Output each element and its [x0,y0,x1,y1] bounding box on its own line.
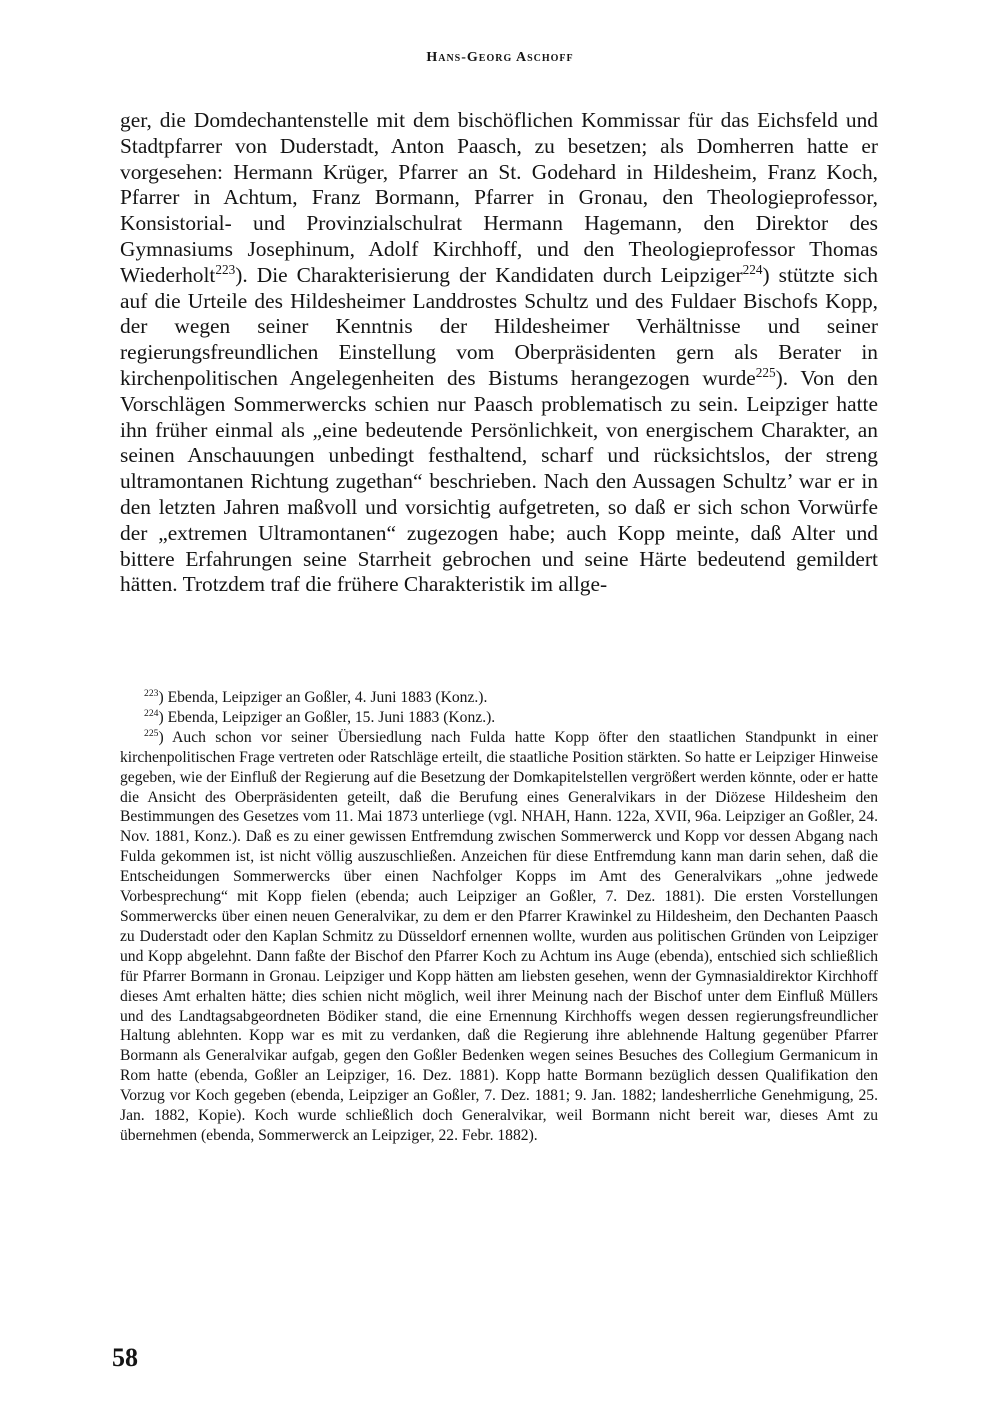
main-text-segment: ). Die Charakterisierung der Kandidaten durch Leipziger [235,262,743,287]
running-head: Hans-Georg Aschoff [426,50,574,65]
main-text-segment: ger, die Domdechantenstelle mit dem bischöflichen Kommissar für das Eichsfeld und Stadtpfarrer von Duderstadt, Anton Paasch, zu besetzen; als Domherren hatte er vorgesehen: Hermann Krüger, Pfarrer an St. Godehard in Hildesheim, Franz Koch, Pfarrer in Achtum, Franz Bormann, Pfarrer in Gronau, den Theologieprofessor, Konsistorial- und Provinzialschulrat Hermann Hagemann, den Direktor des Gymnasiums Josephinum, Adolf Kirchhoff, und den Theologieprofessor Thomas Wiederholt [120,108,878,287]
footnote-text: ) Auch schon vor seiner Übersiedlung nach Fulda hatte Kopp öfter den staatlichen Standpunkt in einer kirchenpolitischen Frage vertreten oder Ratschläge erteilt, die staatliche Position stärkten. So hatte er Leipziger Hinweise gegeben, wie der Einfluß der Regierung auf die Besetzung der Domkapitelstellen vergrößert werden könnte, oder er hatte die Ansicht des Oberpräsidenten geteilt, daß die Berufung eines Generalvikars in der Diözese Hildesheim den Bestimmungen des Gesetzes vom 11. Mai 1873 unterliege (vgl. NHAH, Hann. 122a, XVII, 96a. Leipziger an Goßler, 24. Nov. 1881, Konz.). Daß es zu einer gewissen Entfremdung zwischen Sommerwerck und Kopp vor dessen Abgang nach Fulda gekommen ist, ist nicht völlig auszuschließen. Anzeichen für diese Entfremdung kann man darin sehen, daß die Entscheidungen Sommerwercks über einen Nachfolger Kopps im Amt des Generalvikars „ohne jedwede Vorbesprechung“ mit Kopp fielen (ebenda; auch Leipziger an Goßler, 7. Dez. 1881). Die ersten Vorstellungen Sommerwercks über einen neuen Generalvikar, zu dem er den Pfarrer Krawinkel zu Hildesheim, den Dechanten Paasch zu Duderstadt oder den Kaplan Schmitz zu Düsseldorf ernennen wollte, wurden aus politischen Gründen von Leipziger und Kopp abgelehnt. Dann faßte der Bischof den Pfarrer Koch zu Achtum ins Auge (ebenda), entschied sich schließlich für Pfarrer Bormann in Gronau. Leipziger und Kopp hätten am liebsten gesehen, wenn der Gymnasialdirektor Kirchhoff dieses Amt erhalten hätte; dies schien nicht möglich, weil ihrer Meinung nach der Bischof unter dem Einfluß Müllers und des Landtagsabgeordneten Bödiker stand, die eine Ernennung Kirchhoffs wegen dessen regierungsfreundlicher Haltung ablehnten. Kopp war es mit zu verdanken, daß die Regierung ihre ablehnende Haltung gegenüber Pfarrer Bormann als Generalvikar aufgab, gegen den Goßler Bedenken wegen seines Besuches des Collegium Germanicum in Rom hatte (ebenda, Goßler an Leipziger, 16. Dez. 1881). Kopp hatte Bormann bezüglich dessen Qualifikation den Vorzug vor Koch gegeben (ebenda, Leipziger an Goßler, 7. Dez. 1881; 9. Jan. 1882; landesherrliche Genehmigung, 25. Jan. 1882, Kopie). Koch wurde schließlich doch Generalvikar, weil Bormann nicht bereit war, dieses Amt zu übernehmen (ebenda, Sommerwerck an Leipziger, 22. Febr. 1882). [120,728,878,1144]
main-text-segment: ). Von den Vorschlägen Sommerwercks schien nur Paasch problematisch zu sein. Leipziger hatte ihn früher einmal als „eine bedeutende Persönlichkeit, von energischem Charakter, an seinen Anschauungen unbedingt festhaltend, scharf und rücksichtslos, der streng ultramontanen Richtung zugethan“ beschrieben. Nach den Aussagen Schultz’ war er in den letzten Jahren maßvoll und vorsichtig aufgetreten, so daß er sich schon Vorwürfe der „extremen Ultramontanen“ zugezogen habe; auch Kopp meinte, daß Alter und bittere Erfahrungen seine Starrheit gebrochen und seine Härte bedeutend gemildert hätten. Trotzdem traf die frühere Charakteristik im allge- [120,365,878,597]
footnote-225 [120,728,878,1146]
footnote-ref-225[interactable]: 225 [755,364,776,380]
page-number: 58 [112,1343,138,1372]
footnote-number: 223 [144,687,159,699]
footnote-ref-223[interactable]: 223 [215,261,236,277]
footnote-223 [120,688,878,708]
main-paragraph [120,108,878,598]
footnote-224 [120,708,878,728]
footnote-ref-224[interactable]: 224 [742,261,763,277]
footnote-number: 225 [144,727,159,739]
main-text [120,108,878,598]
footnotes [120,688,878,1146]
footnote-number: 224 [144,707,159,719]
main-text-segment: ) stützte sich auf die Urteile des Hildesheimer Landdrostes Schultz und des Fuldaer Bischofs Kopp, der wegen seiner Kenntnis der Hildesheimer Verhältnisse und seiner regierungsfreundlichen Einstellung vom Oberpräsidenten gern als Berater in kirchenpolitischen Angelegenheiten des Bistums herangezogen wurde [120,262,878,390]
footnote-text: ) Ebenda, Leipziger an Goßler, 4. Juni 1883 (Konz.). [158,689,488,706]
footnote-text: ) Ebenda, Leipziger an Goßler, 15. Juni 1883 (Konz.). [158,708,496,726]
